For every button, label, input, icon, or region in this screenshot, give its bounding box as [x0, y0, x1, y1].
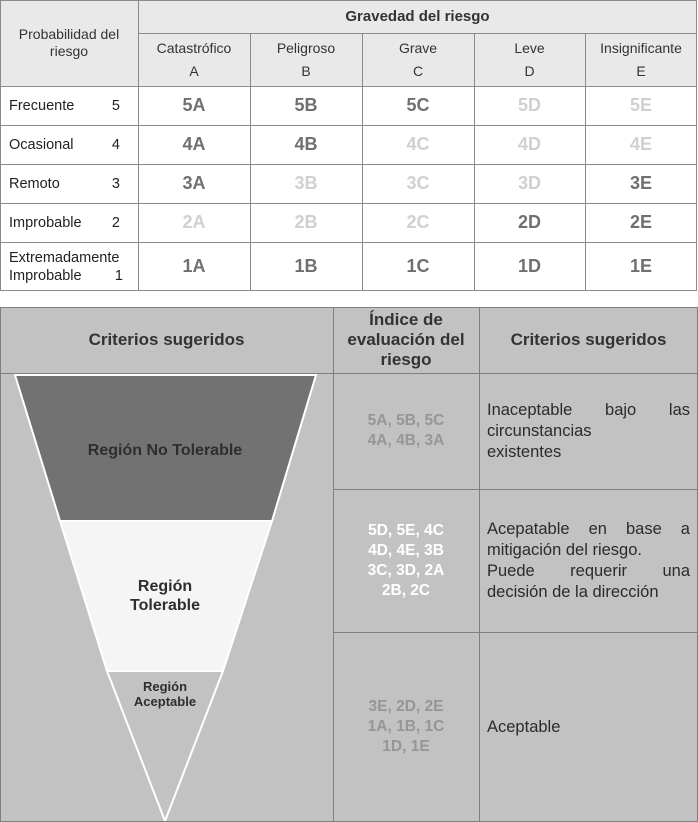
row-label-number: 3: [111, 175, 120, 192]
row-label-number: 1: [114, 267, 123, 284]
criteria-line: existentes: [487, 442, 562, 461]
criteria-line: Puede requerir una: [487, 561, 690, 580]
index-line: 4D, 4E, 3B: [368, 541, 444, 559]
grid-line: [0, 0, 1, 291]
criteria-line: Aceptable: [487, 717, 561, 736]
risk-cell: 5A: [138, 86, 250, 125]
row-label-remoto: [0, 164, 138, 203]
risk-cell: 1A: [138, 242, 250, 291]
border-line: [333, 489, 698, 490]
criteria-table: [0, 307, 698, 822]
border-line: [333, 307, 334, 822]
border-line: [0, 373, 698, 374]
probability-header-line2: riesgo: [49, 43, 89, 59]
column-name: Grave: [398, 39, 438, 56]
index-line: 3C, 3D, 2A: [367, 561, 445, 579]
grid-line: [138, 33, 697, 34]
border-line: [0, 307, 698, 308]
index-line: 5A, 5B, 5C: [367, 412, 445, 429]
risk-cell: 5C: [362, 86, 474, 125]
risk-cell: 4A: [138, 125, 250, 164]
grid-line: [474, 33, 475, 291]
criteria-line: mitigación del riesgo.: [487, 540, 642, 559]
risk-cell: 1B: [250, 242, 362, 291]
risk-cell: 3C: [362, 164, 474, 203]
index-header: [333, 307, 479, 373]
column-name: Catastrófico: [156, 39, 232, 56]
severity-header: Gravedad del riesgo: [138, 0, 697, 33]
index-header-line: evaluación del: [347, 330, 465, 349]
grid-line: [0, 86, 697, 87]
grid-line: [585, 33, 586, 291]
grid-line: [250, 33, 251, 291]
index-header-line: Índice de: [369, 310, 443, 329]
risk-cell: 2D: [474, 203, 585, 242]
acceptable-region-label-line2: Aceptable: [133, 694, 197, 709]
row-label-number: 5: [111, 97, 120, 114]
column-letter: E: [636, 62, 646, 79]
row-label-number: 4: [111, 136, 120, 153]
index-cell-tolerable: [333, 489, 479, 632]
grid-line: [0, 125, 697, 126]
tolerable-region-label-line1: Región: [137, 578, 193, 595]
intolerable-region-label: Región No Tolerable: [87, 442, 243, 459]
grid-line: [0, 290, 697, 291]
index-line: 1D, 1E: [382, 738, 430, 755]
risk-cell: 2E: [585, 203, 697, 242]
risk-cell: 2A: [138, 203, 250, 242]
row-label-number: 2: [111, 214, 120, 231]
criteria-left-header: Criterios sugeridos: [88, 330, 245, 349]
border-line: [479, 307, 480, 822]
index-line: 2B, 2C: [381, 581, 431, 599]
column-letter: B: [301, 62, 311, 79]
criteria-text-acceptable: [487, 632, 690, 822]
acceptable-region-label-line1: Región: [142, 679, 188, 694]
row-label-text: Remoto: [9, 175, 60, 192]
index-cell-acceptable: [333, 632, 479, 822]
column-header-peligroso: [250, 33, 362, 86]
column-letter: A: [189, 62, 199, 79]
criteria-line: decisión de la dirección: [487, 582, 659, 601]
risk-cell: 1C: [362, 242, 474, 291]
grid-line: [0, 164, 697, 165]
row-label-text: Ocasional: [9, 136, 74, 153]
column-name: Leve: [514, 39, 545, 56]
column-letter: D: [524, 62, 535, 79]
risk-cell: 5E: [585, 86, 697, 125]
grid-line: [138, 0, 139, 291]
row-label-text: Frecuente: [9, 97, 75, 114]
risk-cell: 4E: [585, 125, 697, 164]
column-name: Peligroso: [276, 39, 336, 56]
risk-cell: 1D: [474, 242, 585, 291]
row-label-ocasional: [0, 125, 138, 164]
column-header-leve: [474, 33, 585, 86]
criteria-text-intolerable: [487, 373, 690, 489]
index-line: 4A, 4B, 3A: [367, 432, 445, 449]
probability-header-line1: Probabilidad del: [18, 26, 120, 42]
tolerable-region-shape: [60, 521, 272, 671]
risk-cell: 4D: [474, 125, 585, 164]
risk-cell: 5B: [250, 86, 362, 125]
border-line: [333, 632, 698, 633]
risk-cell: 2B: [250, 203, 362, 242]
row-label-text: Improbable: [9, 267, 82, 284]
risk-cell: 3A: [138, 164, 250, 203]
column-header-catastrofico: [138, 33, 250, 86]
tolerable-region-label-line2: Tolerable: [130, 597, 200, 614]
risk-funnel-diagram: [0, 373, 333, 822]
column-letter: C: [412, 62, 424, 79]
criteria-line: circunstancias: [487, 421, 592, 440]
risk-cell: 1E: [585, 242, 697, 291]
grid-line: [0, 0, 697, 1]
index-line: 3E, 2D, 2E: [368, 698, 444, 715]
probability-header: [0, 0, 138, 86]
risk-cell: 3B: [250, 164, 362, 203]
grid-line: [696, 0, 697, 291]
row-label-text: Extremadamente: [9, 249, 120, 266]
column-name: Insignificante: [600, 39, 682, 56]
grid-line: [0, 242, 697, 243]
index-line: 1A, 1B, 1C: [367, 718, 445, 735]
risk-matrix: [0, 0, 697, 291]
grid-line: [362, 33, 363, 291]
index-header-line: riesgo: [380, 350, 432, 369]
criteria-line: Inaceptable bajo las: [487, 400, 690, 419]
risk-cell: 3D: [474, 164, 585, 203]
row-label-extremadamente-improbable: [0, 242, 138, 291]
risk-cell: 3E: [585, 164, 697, 203]
risk-cell: 2C: [362, 203, 474, 242]
row-label-improbable: [0, 203, 138, 242]
criteria-text-tolerable: [487, 489, 690, 632]
risk-cell: 4B: [250, 125, 362, 164]
border-line: [0, 307, 1, 822]
index-cell-intolerable: [333, 373, 479, 489]
row-label-frecuente: [0, 86, 138, 125]
grid-line: [0, 203, 697, 204]
risk-cell: 5D: [474, 86, 585, 125]
criteria-right-header: Criterios sugeridos: [510, 330, 667, 349]
column-header-grave: [362, 33, 474, 86]
row-label-text: Improbable: [9, 214, 82, 231]
risk-cell: 4C: [362, 125, 474, 164]
criteria-line: Acepatable en base a: [487, 519, 690, 538]
index-line: 5D, 5E, 4C: [368, 521, 444, 539]
column-header-insignificante: [585, 33, 697, 86]
row-label-line2: [9, 267, 123, 285]
